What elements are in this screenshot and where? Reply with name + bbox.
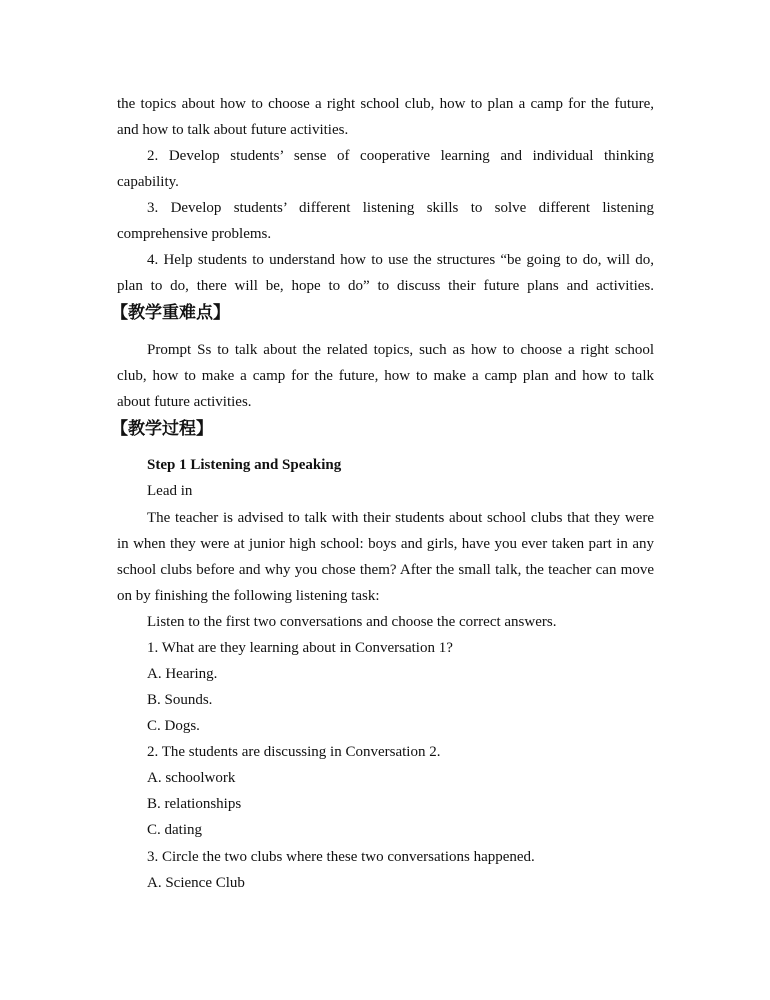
question-2-option-a: A. schoolwork: [147, 770, 236, 786]
intro-paragraph-line: in when they were at junior high school: boys and girls, have you ever taken part in any: [117, 536, 654, 552]
intro-paragraph-line: school clubs before and why you chose them? After the small talk, the teacher can move: [117, 562, 654, 578]
question-2-option-c: C. dating: [147, 822, 202, 838]
objective-item-3-continued: comprehensive problems.: [117, 226, 272, 242]
objective-item-4-continued: plan to do, there will be, hope to do” to discuss their future plans and activities.: [117, 278, 654, 294]
objectives-text-line: the topics about how to choose a right school club, how to plan a camp for the future,: [117, 96, 654, 112]
question-2-option-b: B. relationships: [147, 796, 242, 812]
key-points-text-line: Prompt Ss to talk about the related topics, such as how to choose a right school: [147, 342, 654, 358]
question-3: 3. Circle the two clubs where these two conversations happened.: [147, 849, 535, 865]
question-2: 2. The students are discussing in Conversation 2.: [147, 744, 441, 760]
objective-item-4: 4. Help students to understand how to use the structures “be going to do, will do,: [147, 252, 654, 268]
question-1-option-c: C. Dogs.: [147, 718, 200, 734]
objective-item-2-continued: capability.: [117, 174, 179, 190]
intro-paragraph-line: on by finishing the following listening task:: [117, 588, 380, 604]
key-points-heading: 【教学重难点】: [111, 303, 230, 323]
objective-item-3: 3. Develop students’ different listening skills to solve different listening: [147, 200, 654, 216]
lead-in-label: Lead in: [147, 483, 193, 499]
step-title: Step 1 Listening and Speaking: [147, 457, 342, 473]
key-points-text-line: about future activities.: [117, 394, 252, 410]
objective-item-2: 2. Develop students’ sense of cooperative learning and individual thinking: [147, 148, 654, 164]
question-1-option-b: B. Sounds.: [147, 692, 213, 708]
question-3-option-a: A. Science Club: [147, 875, 245, 891]
process-heading: 【教学过程】: [111, 419, 213, 439]
objectives-text-line: and how to talk about future activities.: [117, 122, 349, 138]
question-1-option-a: A. Hearing.: [147, 666, 218, 682]
key-points-text-line: club, how to make a camp for the future, how to make a camp plan and how to talk: [117, 368, 654, 384]
intro-paragraph-line: The teacher is advised to talk with their students about school clubs that they were: [147, 510, 654, 526]
task-instruction: Listen to the first two conversations and choose the correct answers.: [147, 614, 557, 630]
question-1: 1. What are they learning about in Conversation 1?: [147, 640, 453, 656]
